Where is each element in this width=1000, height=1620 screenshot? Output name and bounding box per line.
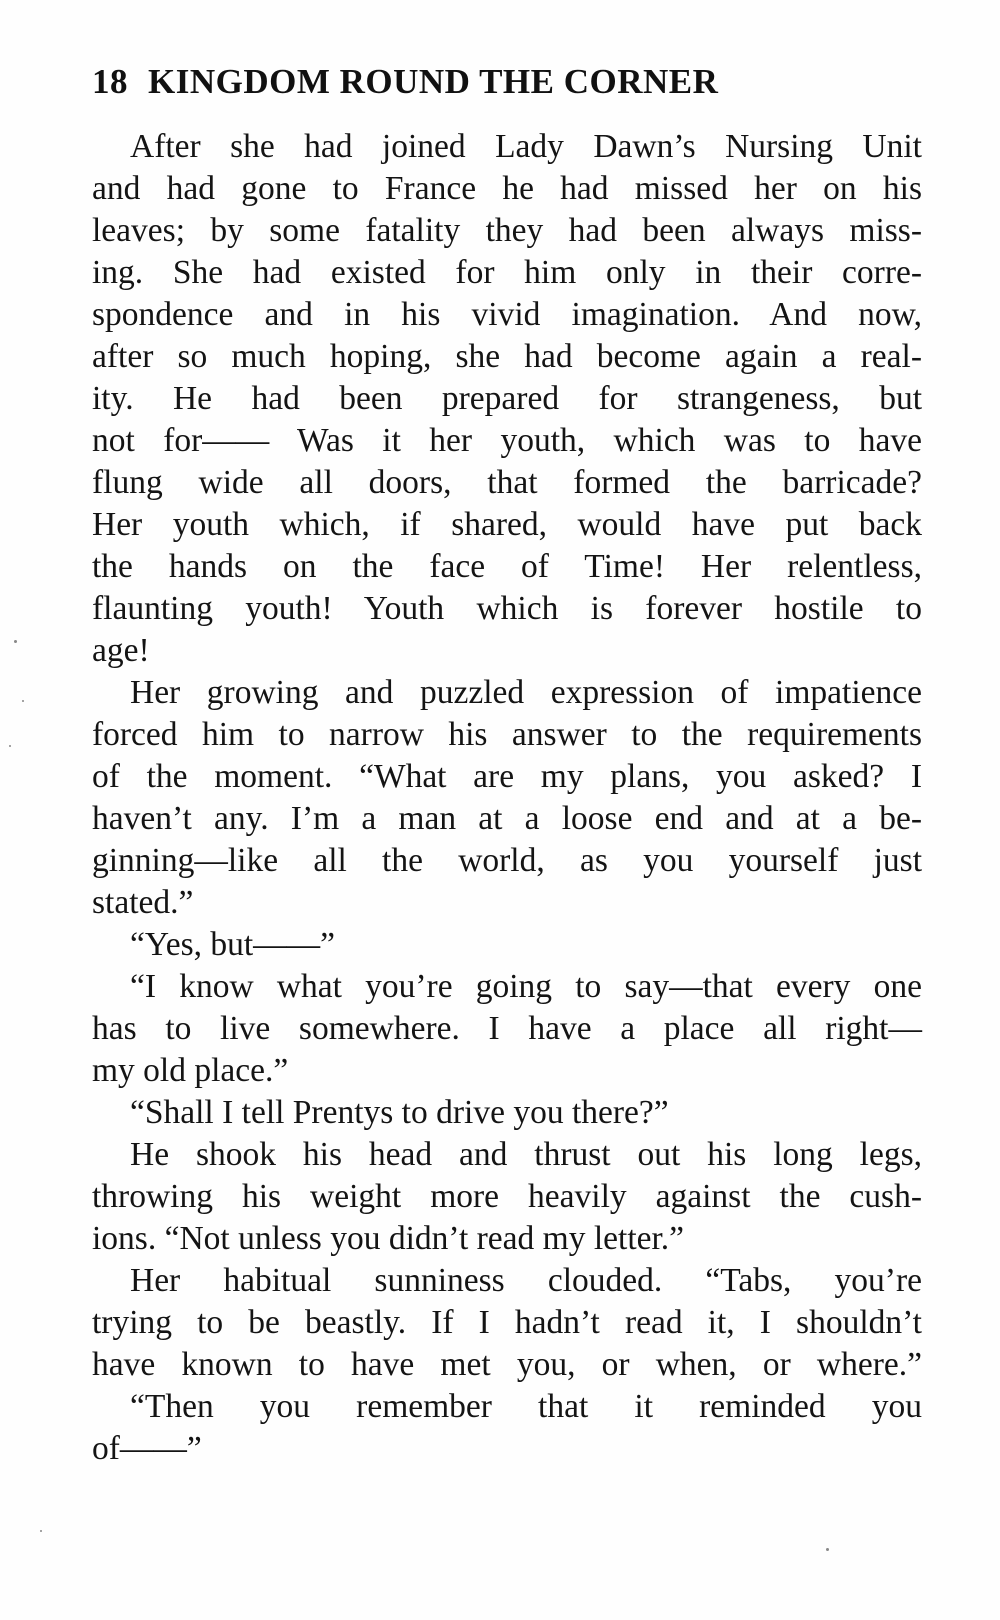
- text-line: After she had joined Lady Dawn’s Nursing Unit: [130, 128, 922, 165]
- text-line: Her growing and puzzled expression of impatience: [130, 674, 922, 711]
- scan-speck: [22, 700, 24, 702]
- text-line: haven’t any. I’m a man at a loose end and at a be-: [92, 800, 922, 837]
- text-line: ity. He had been prepared for strangeness, but: [92, 380, 922, 417]
- scan-speck: [40, 1530, 42, 1532]
- text-line: flaunting youth! Youth which is forever hostile to: [92, 590, 922, 627]
- text-line: and had gone to France he had missed her on his: [92, 170, 922, 207]
- text-line: have known to have met you, or when, or where.”: [92, 1346, 922, 1383]
- text-line: ginning—like all the world, as you yourself just: [92, 842, 922, 879]
- page-number: 18: [92, 62, 128, 101]
- text-line: spondence and in his vivid imagination. And now,: [92, 296, 922, 333]
- text-line: trying to be beastly. If I hadn’t read it, I shouldn’t: [92, 1304, 922, 1341]
- text-line: forced him to narrow his answer to the requirements: [92, 716, 922, 753]
- running-title: KINGDOM ROUND THE CORNER: [148, 62, 719, 101]
- text-line: ions. “Not unless you didn’t read my letter.”: [92, 1220, 685, 1257]
- text-line: the hands on the face of Time! Her relentless,: [92, 548, 922, 585]
- running-header: [92, 62, 922, 112]
- scan-speck: [826, 1548, 829, 1551]
- text-line: after so much hoping, she had become again a real-: [92, 338, 922, 375]
- body-text: [92, 126, 922, 1470]
- text-line: flung wide all doors, that formed the barricade?: [92, 464, 922, 501]
- scan-speck: [9, 745, 11, 747]
- text-line: my old place.”: [92, 1052, 289, 1089]
- text-line: ing. She had existed for him only in their corre-: [92, 254, 922, 291]
- text-line: throwing his weight more heavily against the cush-: [92, 1178, 922, 1215]
- text-line: age!: [92, 632, 150, 669]
- text-line: “Then you remember that it reminded you: [130, 1388, 922, 1425]
- text-line: not for—— Was it her youth, which was to have: [92, 422, 922, 459]
- scan-speck: [14, 640, 17, 643]
- text-line: of——”: [92, 1430, 202, 1467]
- text-line: of the moment. “What are my plans, you asked? I: [92, 758, 922, 795]
- text-line: has to live somewhere. I have a place all right—: [92, 1010, 922, 1047]
- text-line: leaves; by some fatality they had been always miss-: [92, 212, 922, 249]
- text-line: “I know what you’re going to say—that every one: [130, 968, 922, 1005]
- text-line: “Shall I tell Prentys to drive you there?”: [130, 1094, 669, 1131]
- text-line: Her youth which, if shared, would have put back: [92, 506, 922, 543]
- text-line: Her habitual sunniness clouded. “Tabs, you’re: [130, 1262, 922, 1299]
- text-line: stated.”: [92, 884, 194, 921]
- text-line: He shook his head and thrust out his long legs,: [130, 1136, 922, 1173]
- text-line: “Yes, but——”: [130, 926, 336, 963]
